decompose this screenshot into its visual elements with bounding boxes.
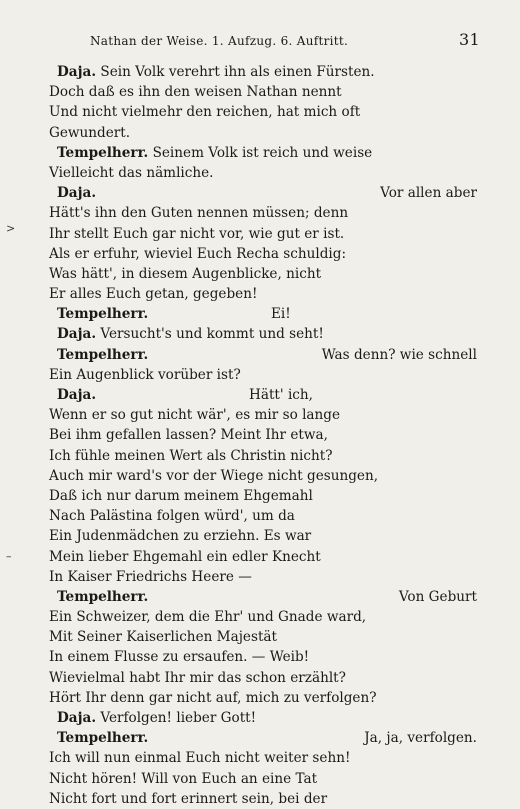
line-text: Daß ich nur darum meinem Ehgemahl [49, 487, 313, 504]
speaker-name: Tempelherr. [57, 588, 149, 605]
line-text: Doch daß es ihn den weisen Nathan nennt [49, 84, 342, 101]
text-line [49, 607, 479, 627]
margin-mark: – [6, 550, 12, 563]
text-line [49, 567, 479, 587]
text-line [49, 446, 479, 466]
text-line [49, 587, 479, 607]
text-line [49, 769, 479, 789]
text-line [49, 748, 479, 768]
text-line [49, 668, 479, 688]
line-text: Wievielmal habt Ihr mir das schon erzählt? [49, 669, 346, 686]
line-text-continued: Hätt' ich, [249, 387, 313, 403]
text-body [49, 62, 479, 809]
speaker-name: Daja. [57, 710, 97, 726]
line-text: Versucht's und kommt und seht! [96, 326, 324, 343]
running-title: Nathan der Weise. 1. Aufzug. 6. Auftritt. [90, 34, 349, 48]
speaker-name: Tempelherr. [57, 346, 149, 363]
line-text: Seinem Volk ist reich und weise [148, 144, 373, 161]
line-text: Hört Ihr denn gar nicht auf, mich zu verfolgen? [49, 689, 377, 706]
speaker-name: Daja. [57, 326, 97, 343]
line-text: Ihr stellt Euch gar nicht vor, wie gut er ist. [49, 225, 345, 242]
line-text: Er alles Euch getan, gegeben! [49, 286, 258, 303]
text-line [49, 62, 479, 82]
text-line [49, 728, 479, 748]
page-header [90, 30, 480, 52]
line-text: Nicht hören! Will von Euch an eine Tat [49, 770, 318, 787]
line-text: Als er erfuhr, wieviel Euch Recha schuldig: [49, 245, 347, 262]
line-text: Mit Seiner Kaiserlichen Majestät [49, 629, 277, 646]
line-text-continued: Von Geburt [398, 588, 477, 605]
line-text: Sein Volk verehrt ihn als einen Fürsten. [96, 64, 375, 80]
line-text: Ich will nun einmal Euch nicht weiter sehn! [49, 750, 351, 767]
text-line [49, 183, 479, 203]
speaker-name: Daja. [57, 64, 97, 80]
text-line [49, 284, 479, 304]
line-text: Ein Judenmädchen zu erziehn. Es war [49, 528, 312, 545]
speaker-name: Tempelherr. [57, 306, 149, 323]
line-text: Und nicht vielmehr den reichen, hat mich oft [49, 104, 361, 121]
text-line [49, 345, 479, 365]
text-line [49, 365, 479, 385]
line-text: Auch mir ward's vor der Wiege nicht gesungen, [49, 467, 379, 484]
text-line [49, 143, 479, 163]
text-line [49, 425, 479, 445]
line-text-continued: Ja, ja, verfolgen. [364, 730, 477, 747]
line-text: In einem Flusse zu ersaufen. — Weib! [49, 649, 310, 666]
text-line [49, 526, 479, 546]
line-text: Ich fühle meinen Wert als Christin nicht? [49, 447, 333, 464]
text-line [49, 627, 479, 647]
text-line [49, 688, 479, 708]
line-text: Was hätt', in diesem Augenblicke, nicht [49, 265, 322, 282]
text-line [49, 102, 479, 122]
text-line [49, 123, 479, 143]
speaker-name: Daja. [57, 387, 97, 403]
line-text: Ein Schweizer, dem die Ehr' und Gnade ward, [49, 609, 367, 626]
speaker-name: Tempelherr. [57, 144, 149, 161]
text-line [49, 506, 479, 526]
line-text: Nach Palästina folgen würd', um da [49, 508, 295, 525]
speaker-name: Tempelherr. [57, 730, 149, 747]
text-line [49, 264, 479, 284]
line-text: Verfolgen! lieber Gott! [96, 710, 257, 726]
line-text: In Kaiser Friedrichs Heere — [49, 568, 252, 585]
margin-mark: > [6, 222, 16, 235]
line-text-continued: Vor allen aber [380, 185, 477, 202]
text-line [49, 304, 479, 324]
text-line [49, 163, 479, 183]
line-text-continued: Was denn? wie schnell [321, 346, 477, 363]
text-line [49, 203, 479, 223]
line-text: Vielleicht das nämliche. [49, 164, 214, 181]
speaker-name: Daja. [57, 185, 97, 202]
line-text: Mein lieber Ehgemahl ein edler Knecht [49, 548, 321, 565]
text-line [49, 82, 479, 102]
line-text: Hätt's ihn den Guten nennen müssen; denn [49, 205, 349, 222]
line-text-continued: Ei! [271, 306, 291, 323]
text-line [49, 789, 479, 809]
line-text: Ein Augenblick vorüber ist? [49, 366, 241, 383]
text-line [49, 708, 479, 728]
line-text: Nicht fort und fort erinnert sein, bei der [49, 790, 328, 807]
text-line [49, 547, 479, 567]
text-line [49, 486, 479, 506]
line-text: Bei ihm gefallen lassen? Meint Ihr etwa, [49, 427, 328, 444]
text-line [49, 244, 479, 264]
text-line [49, 385, 479, 405]
line-text: Wenn er so gut nicht wär', es mir so lange [49, 407, 341, 424]
text-line [49, 405, 479, 425]
text-line [49, 466, 479, 486]
text-line [49, 224, 479, 244]
line-text: Gewundert. [49, 124, 131, 141]
text-line [49, 647, 479, 667]
text-line [49, 324, 479, 344]
page-number: 31 [459, 30, 480, 49]
